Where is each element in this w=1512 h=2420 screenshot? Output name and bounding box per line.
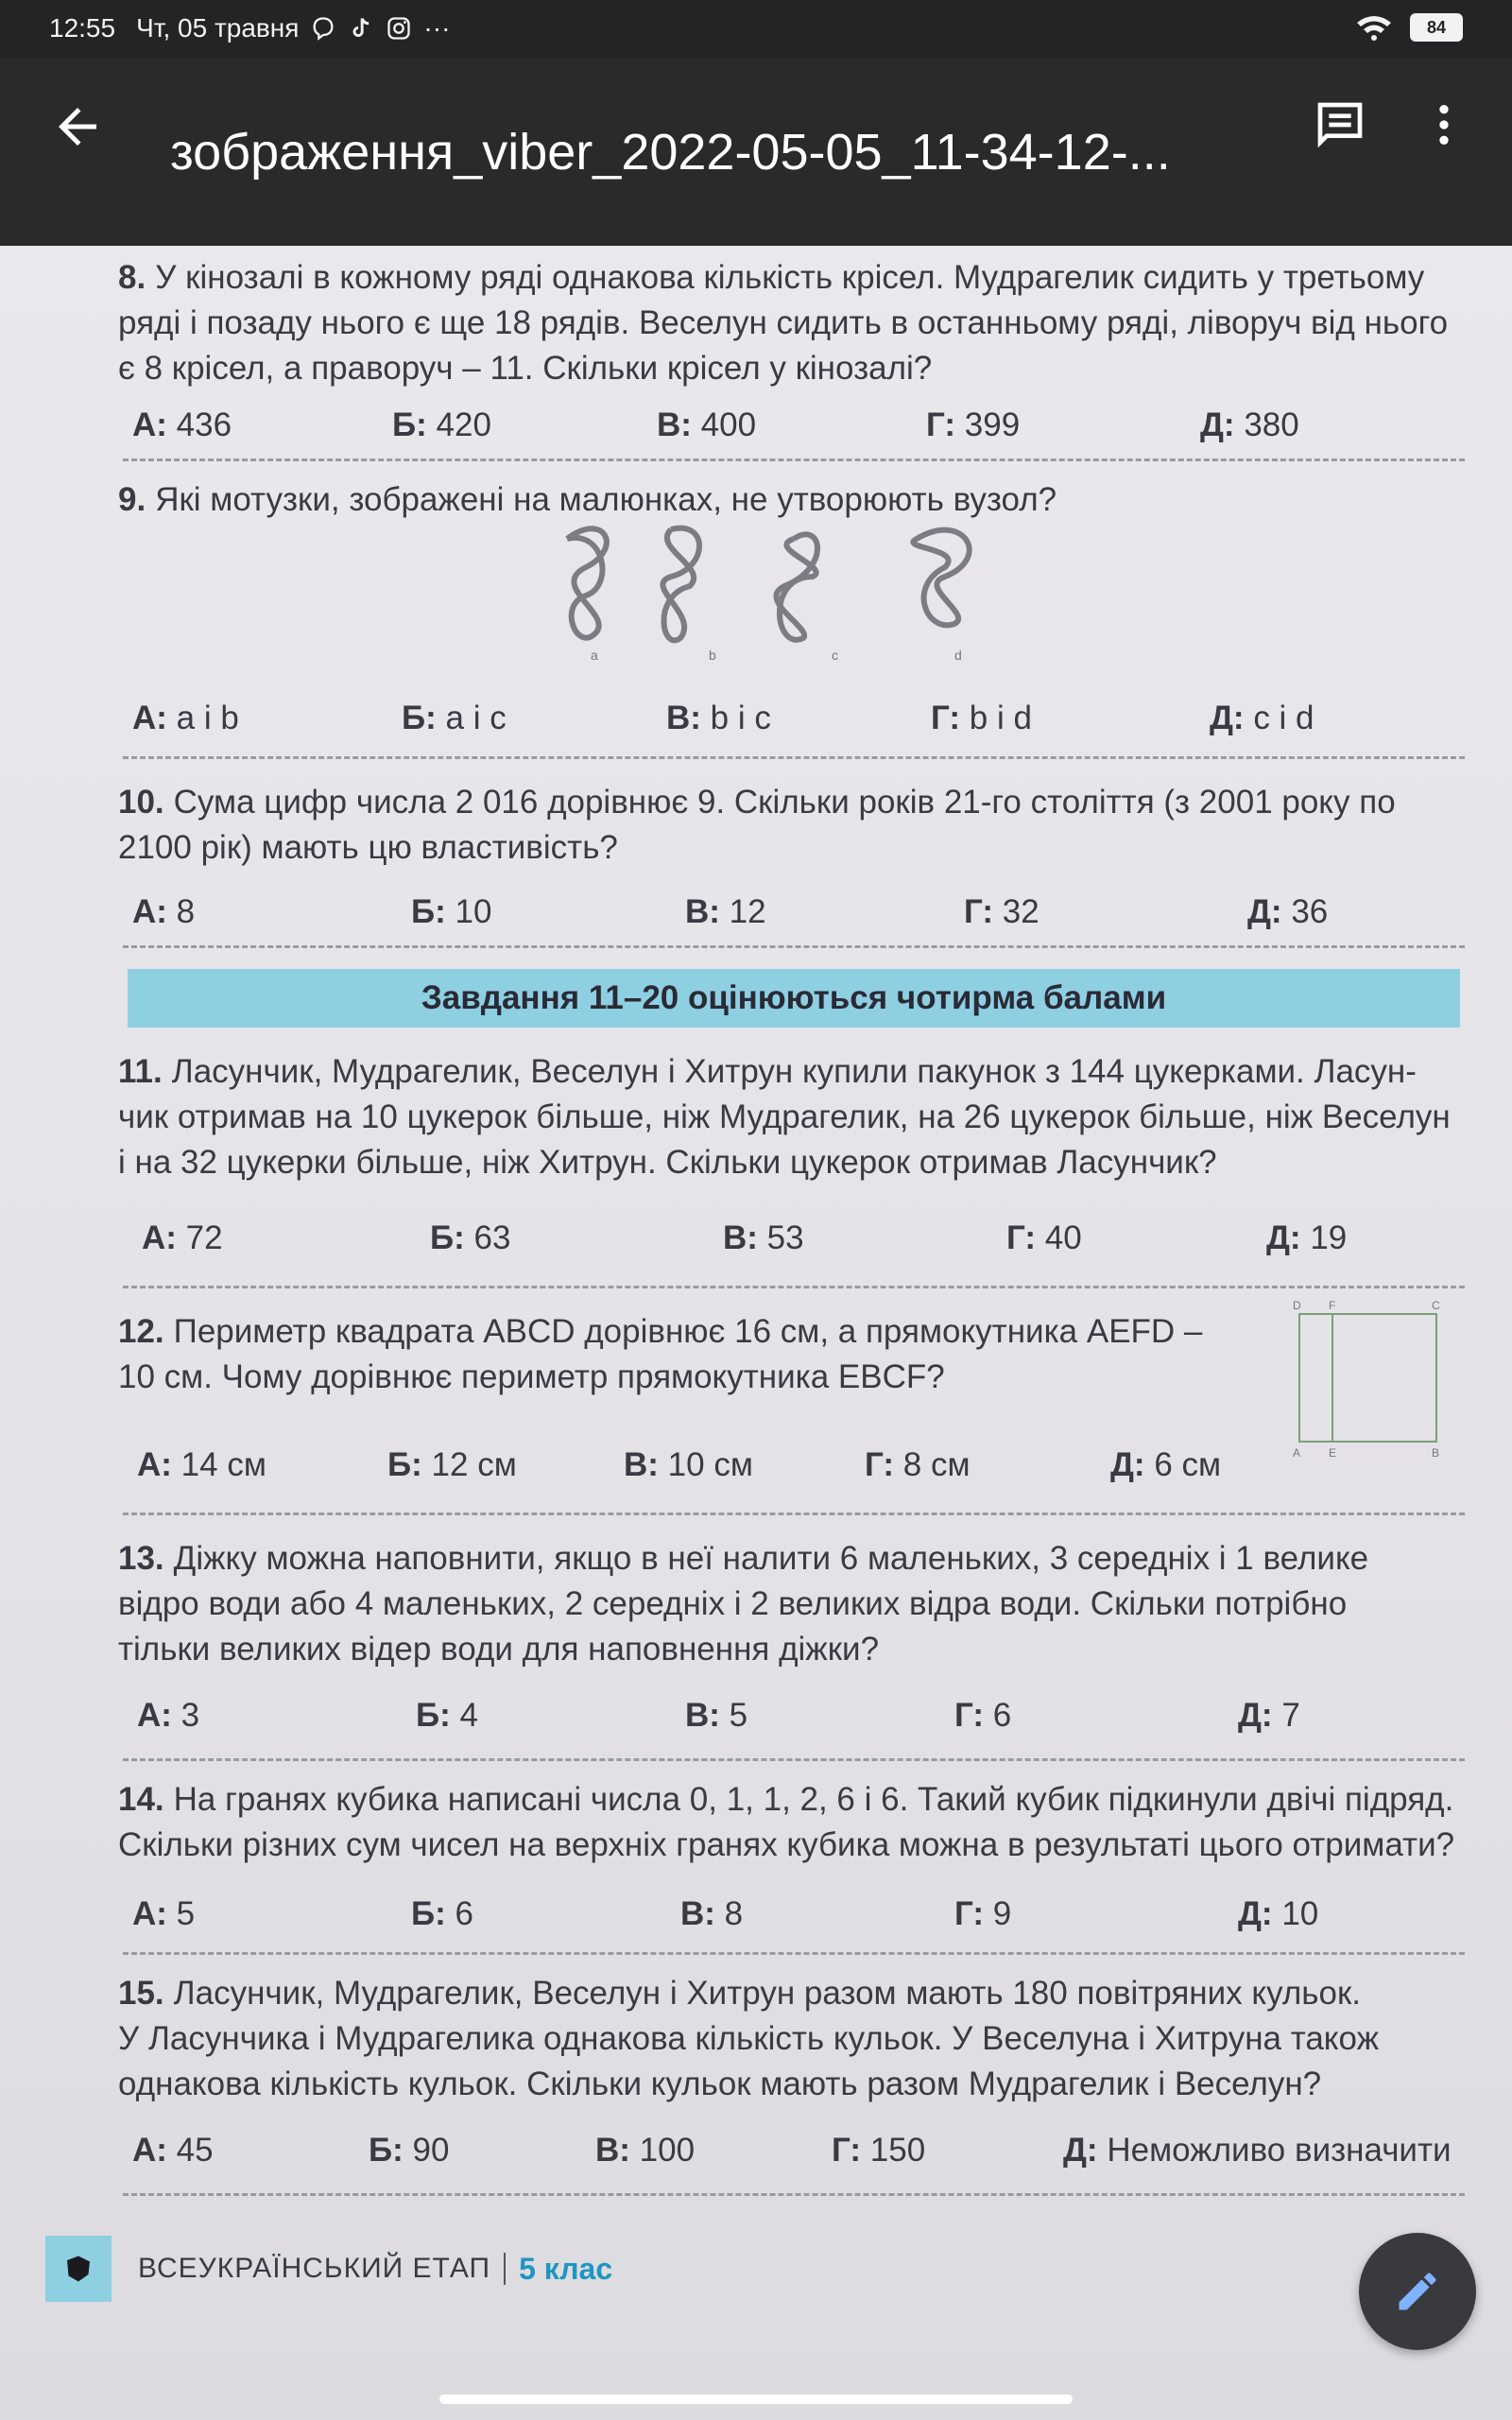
point-label: D: [1293, 1300, 1301, 1312]
option-e: Д: Неможливо визначити: [1063, 2132, 1452, 2169]
task-number: 15.: [118, 1975, 164, 2012]
footer-separator: [504, 2253, 506, 2285]
option-c: В: 12: [685, 893, 766, 930]
task-line: однакова кількість кульок. Скільки кульок мають разом Мудрагелик і Веселун?: [118, 2066, 1322, 2102]
option-b: Б: 90: [369, 2132, 450, 2169]
comment-icon[interactable]: [1314, 98, 1366, 151]
task-14-options: [132, 1895, 1474, 1943]
task-12-options: [132, 1446, 1474, 1494]
edit-button[interactable]: [1359, 2233, 1476, 2350]
option-c: В: 8: [680, 1895, 744, 1932]
option-d: Г: 6: [954, 1697, 1012, 1734]
option-d: Г: b і d: [931, 700, 1032, 736]
task-line: Сума цифр числа 2 016 дорівнює 9. Скільки років 21-го століття (з 2001 року по: [173, 784, 1396, 821]
option-e: Д: 6 см: [1110, 1446, 1222, 1483]
task-line: Діжку можна наповнити, якщо в неї налити 6 маленьких, 3 середніх і 1 велике: [173, 1540, 1369, 1577]
option-c: В: b і c: [666, 700, 771, 736]
option-a: А: 45: [132, 2132, 214, 2169]
task-line: У кінозалі в кожному ряді однакова кількість крісел. Мудрагелик сидить у третьому: [155, 259, 1425, 296]
task-line: тільки великих відер води для наповнення діжки?: [118, 1631, 880, 1668]
battery-level: 84: [1426, 17, 1447, 37]
task-15: [118, 1971, 1469, 2107]
divider: [123, 1286, 1465, 1288]
task-line: У Ласунчика і Мудрагелика однакова кількість кульок. У Веселуна і Хитруна також: [118, 2020, 1379, 2057]
section-banner: Завдання 11–20 оцінюються чотирма балами: [128, 969, 1460, 1028]
option-b: Б: 63: [430, 1219, 511, 1256]
option-d: Г: 40: [1006, 1219, 1082, 1256]
option-e: Д: 19: [1266, 1219, 1348, 1256]
task-line: Скільки різних сум чисел на верхніх гранях кубика можна в результаті цього отримати?: [118, 1826, 1455, 1863]
knot-label: c: [832, 648, 838, 662]
option-e: Д: 36: [1247, 893, 1329, 930]
task-11-options: [132, 1219, 1474, 1267]
document-image: [0, 246, 1512, 2420]
status-bar: [0, 0, 1512, 59]
task-line: є 8 крісел, а праворуч – 11. Скільки крісел у кінозалі?: [118, 350, 933, 387]
task-line: На гранях кубика написані числа 0, 1, 1, 2, 6 і 6. Такий кубик підкинули двічі підряд.: [173, 1781, 1454, 1818]
pencil-icon: [1393, 2267, 1442, 2316]
task-13: [118, 1536, 1469, 1672]
task-line: відро води або 4 маленьких, 2 середніх і 2 великих відра води. Скільки потрібно: [118, 1585, 1348, 1622]
option-b: Б: 6: [411, 1895, 474, 1932]
option-c: В: 53: [723, 1219, 804, 1256]
battery-icon: [1410, 13, 1463, 42]
task-line: 10 см. Чому дорівнює периметр прямокутника EBCF?: [118, 1358, 945, 1395]
task-line: Периметр квадрата ABCD дорівнює 16 см, а прямокутника AEFD –: [173, 1313, 1203, 1350]
home-indicator[interactable]: [439, 2394, 1073, 2404]
app-bar: [0, 59, 1512, 246]
task-line: ряді і позаду нього є ще 18 рядів. Веселун сидить в останньому ряді, ліворуч від нього: [118, 304, 1449, 341]
stage-label: ВСЕУКРАЇНСЬКИЙ ЕТАП: [138, 2253, 491, 2284]
task-line: і на 32 цукерки більше, ніж Хитрун. Скільки цукерок отримав Ласунчик?: [118, 1144, 1217, 1181]
point-label: B: [1432, 1446, 1440, 1460]
task-11: [118, 1049, 1469, 1185]
option-b: Б: 10: [411, 893, 492, 930]
status-overflow: ···: [423, 13, 451, 43]
option-e: Д: c і d: [1210, 700, 1314, 736]
divider: [123, 756, 1465, 759]
viber-icon: [310, 15, 336, 42]
status-date: Чт, 05 травня: [136, 13, 300, 43]
option-e: Д: 7: [1238, 1697, 1300, 1734]
option-a: А: 14 см: [137, 1446, 266, 1483]
instagram-icon: [386, 15, 412, 42]
task-number: 13.: [118, 1540, 164, 1577]
option-d: Г: 32: [964, 893, 1040, 930]
task-8-options: [132, 406, 1474, 454]
knot-label: d: [954, 648, 962, 662]
point-label: A: [1293, 1446, 1301, 1460]
option-c: В: 10 см: [624, 1446, 753, 1483]
task-line: Ласунчик, Мудрагелик, Веселун і Хитрун купили пакунок з 144 цукерками. Ласун-: [171, 1053, 1417, 1090]
task-line: Ласунчик, Мудрагелик, Веселун і Хитрун разом мають 180 повітряних кульок.: [173, 1975, 1361, 2012]
task-15-options: [132, 2132, 1474, 2179]
knot-label: b: [709, 648, 716, 662]
logo-icon: [45, 2236, 112, 2302]
wifi-icon: [1355, 13, 1393, 42]
task-number: 10.: [118, 784, 164, 821]
task-line: чик отримав на 10 цукерок більше, ніж Мудрагелик, на 26 цукерок більше, ніж Веселун: [118, 1098, 1451, 1135]
divider: [123, 945, 1465, 948]
tiktok-icon: [348, 15, 374, 42]
task-number: 14.: [118, 1781, 164, 1818]
file-title: зображення_viber_2022-05-05_11-34-12-...: [170, 124, 1171, 181]
option-d: Г: 399: [926, 406, 1021, 443]
option-c: В: 400: [657, 406, 757, 443]
task-number: 12.: [118, 1313, 164, 1350]
task-8: [118, 255, 1469, 391]
option-b: Б: a і c: [402, 700, 507, 736]
task-line: Які мотузки, зображені на малюнках, не утворюють вузол?: [155, 481, 1057, 518]
option-a: А: 3: [137, 1697, 200, 1734]
task-13-options: [132, 1697, 1474, 1744]
option-b: Б: 4: [416, 1697, 479, 1734]
point-label: F: [1329, 1300, 1336, 1312]
divider: [123, 1758, 1465, 1761]
option-d: Г: 8 см: [865, 1446, 971, 1483]
rectangle-figure: [1285, 1300, 1451, 1461]
option-c: В: 5: [685, 1697, 748, 1734]
divider: [123, 2193, 1465, 2196]
task-10: [118, 780, 1469, 871]
grade-label: 5 клас: [519, 2251, 613, 2286]
option-a: А: 8: [132, 893, 196, 930]
task-14: [118, 1777, 1469, 1868]
divider: [123, 1952, 1465, 1955]
option-b: Б: 12 см: [387, 1446, 517, 1483]
task-number: 11.: [118, 1053, 163, 1090]
option-d: Г: 150: [832, 2132, 926, 2169]
divider: [123, 1512, 1465, 1515]
task-number: 9.: [118, 481, 146, 518]
more-vert-icon[interactable]: [1418, 98, 1470, 151]
option-d: Г: 9: [954, 1895, 1012, 1932]
option-e: Д: 10: [1238, 1895, 1319, 1932]
task-10-options: [132, 893, 1474, 941]
option-a: А: 72: [142, 1219, 223, 1256]
option-a: А: a і b: [132, 700, 239, 736]
status-time: 12:55: [49, 13, 116, 43]
task-12: [118, 1309, 1262, 1400]
task-line: 2100 рік) мають цю властивість?: [118, 829, 618, 866]
page-footer: [45, 2236, 612, 2302]
knot-label: a: [591, 648, 598, 662]
point-label: E: [1329, 1446, 1337, 1460]
knots-figure: [548, 510, 1040, 662]
option-a: А: 436: [132, 406, 232, 443]
task-number: 8.: [118, 259, 146, 296]
option-b: Б: 420: [392, 406, 491, 443]
option-a: А: 5: [132, 1895, 196, 1932]
point-label: C: [1432, 1300, 1440, 1312]
divider: [123, 458, 1465, 461]
option-e: Д: 380: [1200, 406, 1299, 443]
option-c: В: 100: [595, 2132, 696, 2169]
task-9-options: [132, 700, 1474, 747]
back-arrow-icon[interactable]: [49, 98, 106, 155]
